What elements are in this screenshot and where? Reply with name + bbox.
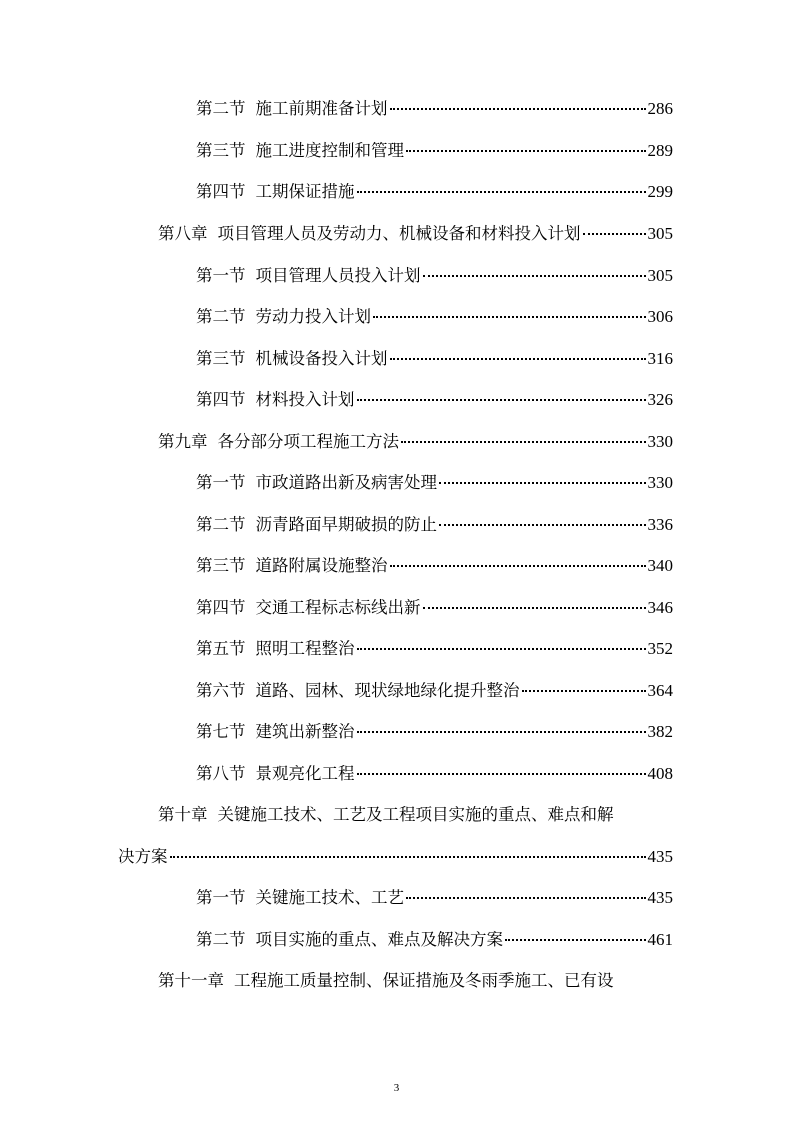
entry-page: 461 [647, 930, 673, 949]
toc-entry[interactable] [196, 265, 673, 287]
chapter-title: 各分部分项工程施工方法 [217, 432, 399, 451]
toc-chapter-entry[interactable] [158, 431, 673, 453]
entry-title: 道路、园林、现状绿地绿化提升整治 [255, 681, 520, 700]
entry-number: 第八节 [196, 764, 246, 783]
entry-number: 第七节 [196, 722, 246, 741]
entry-page: 330 [647, 473, 673, 492]
entry-page: 352 [647, 639, 673, 658]
dot-leader [505, 939, 646, 941]
chapter-number: 第八章 [158, 224, 208, 243]
toc-entry[interactable] [196, 389, 673, 411]
dot-leader [357, 648, 646, 650]
chapter-number: 第十一章 [158, 971, 224, 990]
entry-number: 第三节 [196, 556, 246, 575]
entry-number: 第三节 [196, 141, 246, 160]
toc-chapter-entry-continuation[interactable] [118, 846, 673, 868]
toc-entry[interactable] [196, 98, 673, 120]
entry-title: 机械设备投入计划 [255, 349, 388, 368]
entry-page: 326 [647, 390, 673, 409]
entry-title: 工期保证措施 [255, 182, 355, 201]
toc-entry[interactable] [196, 597, 673, 619]
dot-leader [357, 731, 646, 733]
dot-leader [423, 607, 646, 609]
page-number: 3 [393, 1082, 400, 1094]
entry-page: 305 [647, 266, 673, 285]
entry-title: 项目管理人员投入计划 [255, 266, 421, 285]
entry-page: 382 [647, 722, 673, 741]
entry-title: 沥青路面早期破损的防止 [255, 515, 437, 534]
entry-number: 第一节 [196, 266, 246, 285]
entry-page: 286 [647, 99, 673, 118]
entry-title: 项目实施的重点、难点及解决方案 [255, 930, 503, 949]
entry-title: 道路附属设施整治 [255, 556, 388, 575]
entry-number: 第六节 [196, 681, 246, 700]
chapter-title: 关键施工技术、工艺及工程项目实施的重点、难点和解 [217, 805, 614, 824]
entry-number: 第四节 [196, 598, 246, 617]
toc-entry[interactable] [196, 306, 673, 328]
entry-page: 305 [647, 224, 673, 243]
entry-number: 第一节 [196, 473, 246, 492]
dot-leader [401, 441, 646, 443]
toc-entry[interactable] [196, 763, 673, 785]
entry-page: 330 [647, 432, 673, 451]
entry-number: 第四节 [196, 390, 246, 409]
entry-title: 施工进度控制和管理 [255, 141, 404, 160]
chapter-number: 第十章 [158, 805, 208, 824]
toc-entry[interactable] [196, 721, 673, 743]
entry-title: 交通工程标志标线出新 [255, 598, 421, 617]
entry-number: 第二节 [196, 930, 246, 949]
toc-chapter-entry-first-line[interactable] [158, 804, 673, 826]
entry-title: 施工前期准备计划 [255, 99, 388, 118]
chapter-number: 第九章 [158, 432, 208, 451]
toc-entry[interactable] [196, 181, 673, 203]
toc-entry[interactable] [196, 680, 673, 702]
entry-page: 336 [647, 515, 673, 534]
dot-leader [406, 897, 646, 899]
entry-page: 299 [647, 182, 673, 201]
toc-entry[interactable] [196, 887, 673, 909]
entry-number: 第四节 [196, 182, 246, 201]
toc-entry[interactable] [196, 555, 673, 577]
toc-chapter-entry[interactable] [158, 223, 673, 245]
toc-entry[interactable] [196, 638, 673, 660]
dot-leader [423, 275, 646, 277]
entry-title: 劳动力投入计划 [255, 307, 371, 326]
chapter-title: 项目管理人员及劳动力、机械设备和材料投入计划 [217, 224, 581, 243]
entry-page: 435 [647, 847, 673, 866]
entry-title: 景观亮化工程 [255, 764, 355, 783]
dot-leader [583, 233, 646, 235]
entry-page: 289 [647, 141, 673, 160]
entry-title: 材料投入计划 [255, 390, 355, 409]
entry-number: 第二节 [196, 307, 246, 326]
entry-page: 346 [647, 598, 673, 617]
dot-leader [390, 565, 646, 567]
entry-title: 照明工程整治 [255, 639, 355, 658]
entry-page: 408 [647, 764, 673, 783]
dot-leader [406, 150, 646, 152]
dot-leader [357, 191, 646, 193]
entry-title: 市政道路出新及病害处理 [255, 473, 437, 492]
chapter-title: 工程施工质量控制、保证措施及冬雨季施工、已有设 [234, 971, 614, 990]
dot-leader [390, 358, 646, 360]
dot-leader [439, 524, 646, 526]
entry-page: 306 [647, 307, 673, 326]
entry-page: 364 [647, 681, 673, 700]
entry-number: 第五节 [196, 639, 246, 658]
entry-page: 340 [647, 556, 673, 575]
toc-entry[interactable] [196, 348, 673, 370]
dot-leader [357, 399, 646, 401]
toc-entry[interactable] [196, 929, 673, 951]
dot-leader [439, 482, 646, 484]
entry-number: 第二节 [196, 99, 246, 118]
entry-number: 第三节 [196, 349, 246, 368]
toc-chapter-entry-first-line[interactable] [158, 970, 673, 992]
entry-page: 435 [647, 888, 673, 907]
toc-entry[interactable] [196, 472, 673, 494]
dot-leader [357, 773, 646, 775]
entry-number: 第二节 [196, 515, 246, 534]
toc-entry[interactable] [196, 140, 673, 162]
entry-number: 第一节 [196, 888, 246, 907]
entry-title: 关键施工技术、工艺 [255, 888, 404, 907]
dot-leader [390, 108, 646, 110]
entry-title: 建筑出新整治 [255, 722, 355, 741]
toc-entry[interactable] [196, 514, 673, 536]
chapter-title-continuation: 决方案 [118, 847, 168, 866]
dot-leader [522, 690, 646, 692]
dot-leader [373, 316, 646, 318]
entry-page: 316 [647, 349, 673, 368]
dot-leader [170, 856, 646, 858]
